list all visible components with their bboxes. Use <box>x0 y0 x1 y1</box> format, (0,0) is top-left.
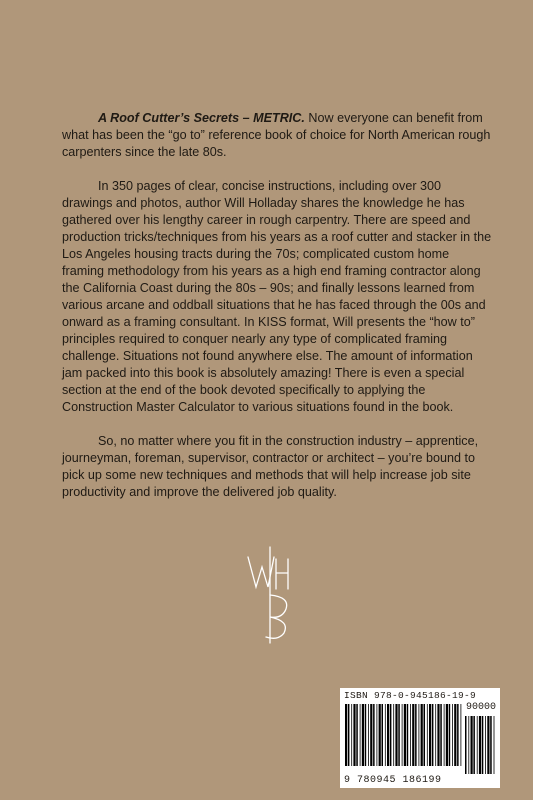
intro-text: Now everyone can benefit from what has been the “go to” reference book of choice for North American rough carpenters since the late 80s. <box>62 111 491 159</box>
whb-monogram-icon <box>240 545 300 645</box>
ean-barcode-bars <box>344 704 462 774</box>
ean-digits: 9 780945 186199 <box>344 775 442 786</box>
isbn-text: ISBN 978-0-945186-19-9 <box>344 690 477 701</box>
description-paragraph: In 350 pages of clear, concise instructions, including over 300 drawings and photos, author Will Holladay shares the knowledge he has gathered over his lengthy career in rough carpentry. There are speed and production tricks/techniques from his years as a roof cutter and stacker in the Los Angeles housing tracts during the 70s; complicated custom home framing methodology from his years as a high end framing contractor along the California Coast during the 80s – 90s; and finally lessons learned from various arcane and oddball situations that he has faced through the 00s and onward as a framing consultant. In KISS format, Will presents the “how to” principles required to conquer nearly any type of complicated framing challenge. Situations not found anywhere else. The amount of information jam packed into this book is absolutely amazing! There is even a special section at the end of the book devoted specifically to applying the Construction Master Calculator to various situations found in the book. <box>62 179 492 414</box>
addon-barcode-bars <box>464 716 496 774</box>
intro-paragraph <box>62 110 492 161</box>
book-title-emphasis: A Roof Cutter’s Secrets – METRIC. <box>98 111 305 125</box>
price-code: 90000 <box>465 702 496 713</box>
isbn-barcode <box>340 688 500 788</box>
back-cover-text <box>62 110 492 518</box>
closing-paragraph: So, no matter where you fit in the construction industry – apprentice, journeyman, foreman, supervisor, contractor or architect – you’re bound to pick up some new techniques and methods that will help increase job site productivity and improve the delivered job quality. <box>62 434 479 499</box>
